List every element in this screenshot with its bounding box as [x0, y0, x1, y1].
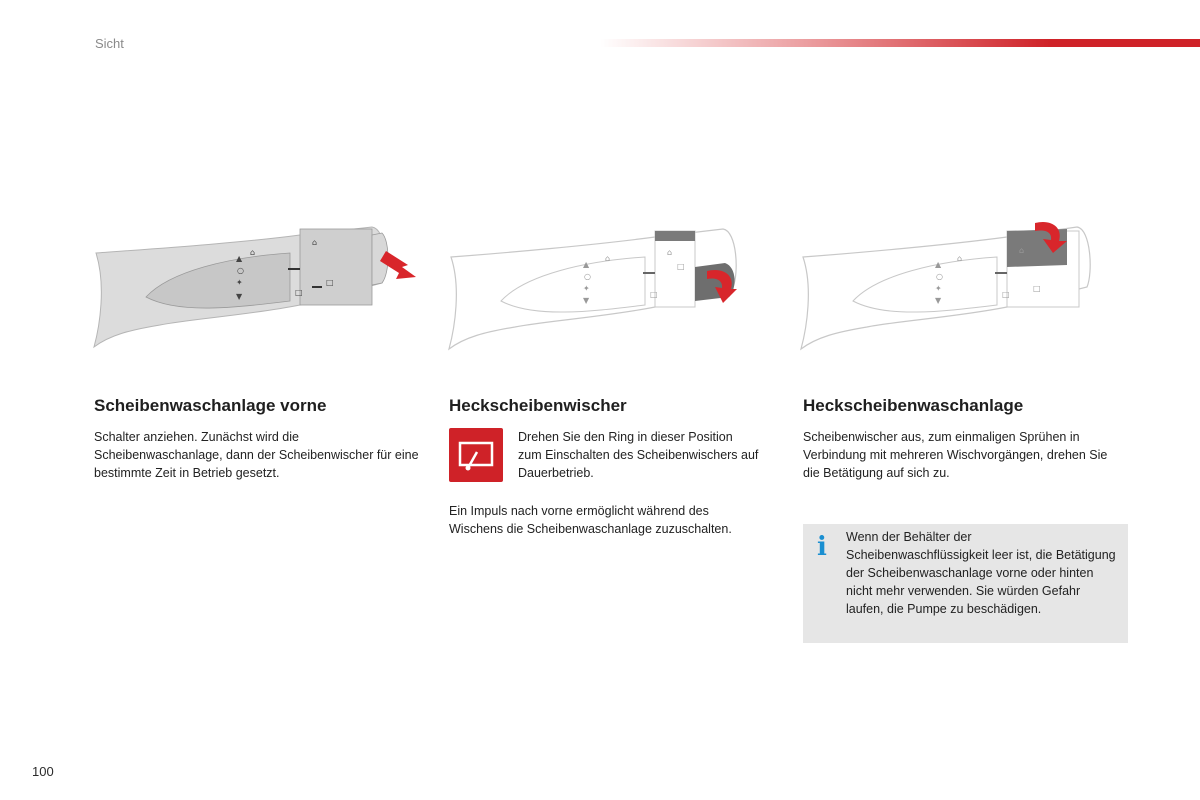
rear-wiper-icon	[449, 428, 503, 482]
svg-text:⌂: ⌂	[667, 248, 673, 257]
column-front-washer	[94, 396, 424, 482]
page-number: 100	[32, 764, 54, 779]
info-icon: i	[817, 532, 827, 562]
svg-text:✦: ✦	[583, 284, 590, 293]
svg-text:○: ○	[584, 272, 591, 281]
svg-text:⌂: ⌂	[605, 254, 611, 263]
body-text: Schalter anziehen. Zunächst wird die Scheibenwaschanlage, dann der Scheibenwischer für eine bestimmte Zeit in Betrieb gesetzt.	[94, 430, 419, 480]
svg-text:▲: ▲	[583, 260, 590, 269]
body-text: Scheibenwischer aus, zum einmaligen Sprühen in Verbindung mit mehreren Wischvorgängen, drehen Sie die Betätigung auf sich zu.	[803, 430, 1108, 480]
svg-text:⌂: ⌂	[312, 238, 318, 247]
section-heading: Scheibenwaschanlage vorne	[94, 396, 327, 415]
svg-text:□: □	[650, 290, 658, 299]
svg-text:□: □	[326, 278, 334, 287]
svg-text:□: □	[1033, 284, 1041, 293]
column-rear-washer	[803, 396, 1123, 482]
info-text: Wenn der Behälter der Scheibenwaschflüssigkeit leer ist, die Betätigung der Scheibenwaschanlage vorne oder hinten nicht mehr verwenden. Sie würden Gefahr laufen, die Pumpe zu beschädigen.	[846, 530, 1116, 616]
section-heading: Heckscheibenwischer	[449, 396, 627, 415]
svg-text:▼: ▼	[935, 296, 942, 305]
wiper-stalk-illustration-rear-washer	[797, 215, 1137, 355]
wiper-stalk-illustration-rear-wiper	[445, 215, 785, 355]
section-label: Sicht	[95, 36, 124, 51]
svg-text:⌂: ⌂	[1019, 246, 1025, 255]
section-heading: Heckscheibenwaschanlage	[803, 396, 1024, 415]
svg-text:▼: ▼	[583, 296, 590, 305]
svg-text:⌂: ⌂	[957, 254, 963, 263]
body-text: Ein Impuls nach vorne ermöglicht während des Wischens die Scheibenwaschanlage zuzuschalten.	[449, 504, 732, 536]
svg-text:□: □	[295, 288, 303, 297]
svg-text:✦: ✦	[236, 278, 243, 287]
svg-text:□: □	[677, 262, 685, 271]
svg-text:○: ○	[936, 272, 943, 281]
svg-text:▼: ▼	[236, 292, 243, 301]
info-box	[803, 524, 1128, 643]
wiper-stalk-illustration-front-washer	[90, 215, 430, 355]
svg-text:□: □	[1002, 290, 1010, 299]
column-rear-wiper	[449, 396, 759, 538]
svg-text:▲: ▲	[935, 260, 942, 269]
svg-text:⌂: ⌂	[250, 248, 256, 257]
svg-text:▲: ▲	[236, 254, 243, 263]
svg-text:○: ○	[237, 266, 244, 275]
header-accent-bar	[600, 39, 1200, 47]
svg-text:✦: ✦	[935, 284, 942, 293]
icon-description: Drehen Sie den Ring in dieser Position zum Einschalten des Scheibenwischers auf Dauerbetrieb.	[518, 430, 759, 480]
